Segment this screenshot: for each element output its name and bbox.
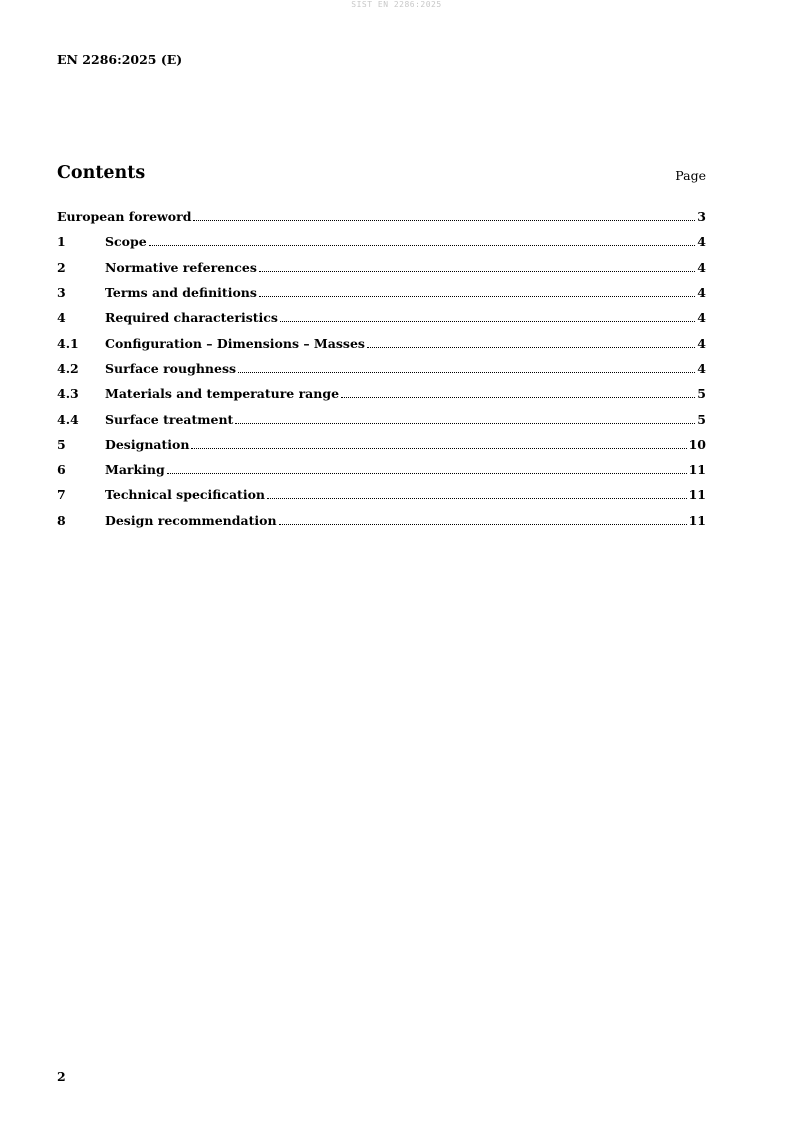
toc-entry-number: 3 bbox=[57, 285, 66, 301]
toc-entry-designation[interactable] bbox=[57, 432, 706, 457]
toc-entry-page: 11 bbox=[688, 512, 706, 528]
toc-dot-leader bbox=[259, 271, 695, 272]
toc-entry-title: Materials and temperature range bbox=[105, 386, 340, 402]
toc-entry-title: Required characteristics bbox=[105, 310, 278, 326]
toc-entry-number: 7 bbox=[57, 487, 66, 503]
toc-dot-leader bbox=[238, 372, 695, 373]
table-of-contents bbox=[57, 204, 706, 533]
toc-entry-configuration-dimensions-masses[interactable] bbox=[57, 330, 706, 355]
toc-entry-number: 4.2 bbox=[57, 360, 79, 376]
toc-entry-number: 2 bbox=[57, 259, 66, 275]
toc-dot-leader bbox=[367, 347, 695, 348]
toc-entry-page: 4 bbox=[697, 310, 706, 326]
toc-dot-leader bbox=[167, 473, 687, 474]
toc-entry-page: 11 bbox=[688, 487, 706, 503]
toc-dot-leader bbox=[267, 498, 687, 499]
toc-dot-leader bbox=[193, 220, 695, 221]
toc-entry-technical-specification[interactable] bbox=[57, 482, 706, 507]
contents-header bbox=[57, 163, 706, 187]
contents-title: Contents bbox=[57, 163, 146, 183]
toc-entry-terms-and-definitions[interactable] bbox=[57, 280, 706, 305]
toc-entry-materials-and-temperature-range[interactable] bbox=[57, 381, 706, 406]
toc-entry-number: 8 bbox=[57, 512, 66, 528]
toc-entry-title: Technical specification bbox=[105, 487, 266, 503]
toc-dot-leader bbox=[279, 524, 687, 525]
page-column-label: Page bbox=[675, 168, 706, 183]
toc-entry-number: 6 bbox=[57, 462, 66, 478]
toc-entry-page: 11 bbox=[688, 462, 706, 478]
toc-entry-number: 4.3 bbox=[57, 386, 79, 402]
document-id: EN 2286:2025 (E) bbox=[57, 52, 183, 67]
toc-entry-page: 10 bbox=[688, 436, 706, 452]
toc-entry-title: Configuration – Dimensions – Masses bbox=[105, 335, 365, 351]
toc-entry-title: Surface roughness bbox=[105, 360, 237, 376]
toc-dot-leader bbox=[191, 448, 686, 449]
toc-entry-number: 4.4 bbox=[57, 411, 79, 427]
toc-dot-leader bbox=[259, 296, 695, 297]
toc-entry-title: Designation bbox=[105, 436, 190, 452]
toc-entry-page: 4 bbox=[697, 360, 706, 376]
toc-entry-number: 4 bbox=[57, 310, 66, 326]
toc-dot-leader bbox=[280, 321, 695, 322]
toc-entry-page: 5 bbox=[697, 411, 706, 427]
toc-entry-design-recommendation[interactable] bbox=[57, 508, 706, 533]
toc-entry-title: Normative references bbox=[105, 259, 257, 275]
toc-entry-title: Marking bbox=[105, 462, 165, 478]
toc-entry-number: 1 bbox=[57, 234, 66, 250]
toc-entry-title: Terms and definitions bbox=[105, 285, 257, 301]
toc-dot-leader bbox=[341, 397, 695, 398]
toc-entry-title: Surface treatment bbox=[105, 411, 234, 427]
watermark: SIST EN 2286:2025 bbox=[351, 0, 442, 9]
toc-entry-page: 4 bbox=[697, 285, 706, 301]
toc-entry-number: 5 bbox=[57, 436, 66, 452]
page-number: 2 bbox=[57, 1069, 66, 1084]
toc-entry-surface-roughness[interactable] bbox=[57, 356, 706, 381]
toc-entry-scope[interactable] bbox=[57, 229, 706, 254]
toc-entry-page: 4 bbox=[697, 335, 706, 351]
toc-entry-required-characteristics[interactable] bbox=[57, 305, 706, 330]
toc-entry-marking[interactable] bbox=[57, 457, 706, 482]
toc-entry-normative-references[interactable] bbox=[57, 255, 706, 280]
toc-entry-page: 4 bbox=[697, 259, 706, 275]
toc-entry-european-foreword[interactable] bbox=[57, 204, 706, 229]
toc-entry-number: 4.1 bbox=[57, 335, 79, 351]
toc-entry-title: Design recommendation bbox=[105, 512, 277, 528]
toc-dot-leader bbox=[149, 245, 696, 246]
toc-entry-title: Scope bbox=[105, 234, 147, 250]
toc-entry-page: 5 bbox=[697, 386, 706, 402]
toc-entry-surface-treatment[interactable] bbox=[57, 406, 706, 431]
toc-entry-title: European foreword bbox=[57, 209, 192, 225]
toc-entry-page: 3 bbox=[697, 209, 706, 225]
toc-dot-leader bbox=[235, 423, 695, 424]
toc-entry-page: 4 bbox=[697, 234, 706, 250]
